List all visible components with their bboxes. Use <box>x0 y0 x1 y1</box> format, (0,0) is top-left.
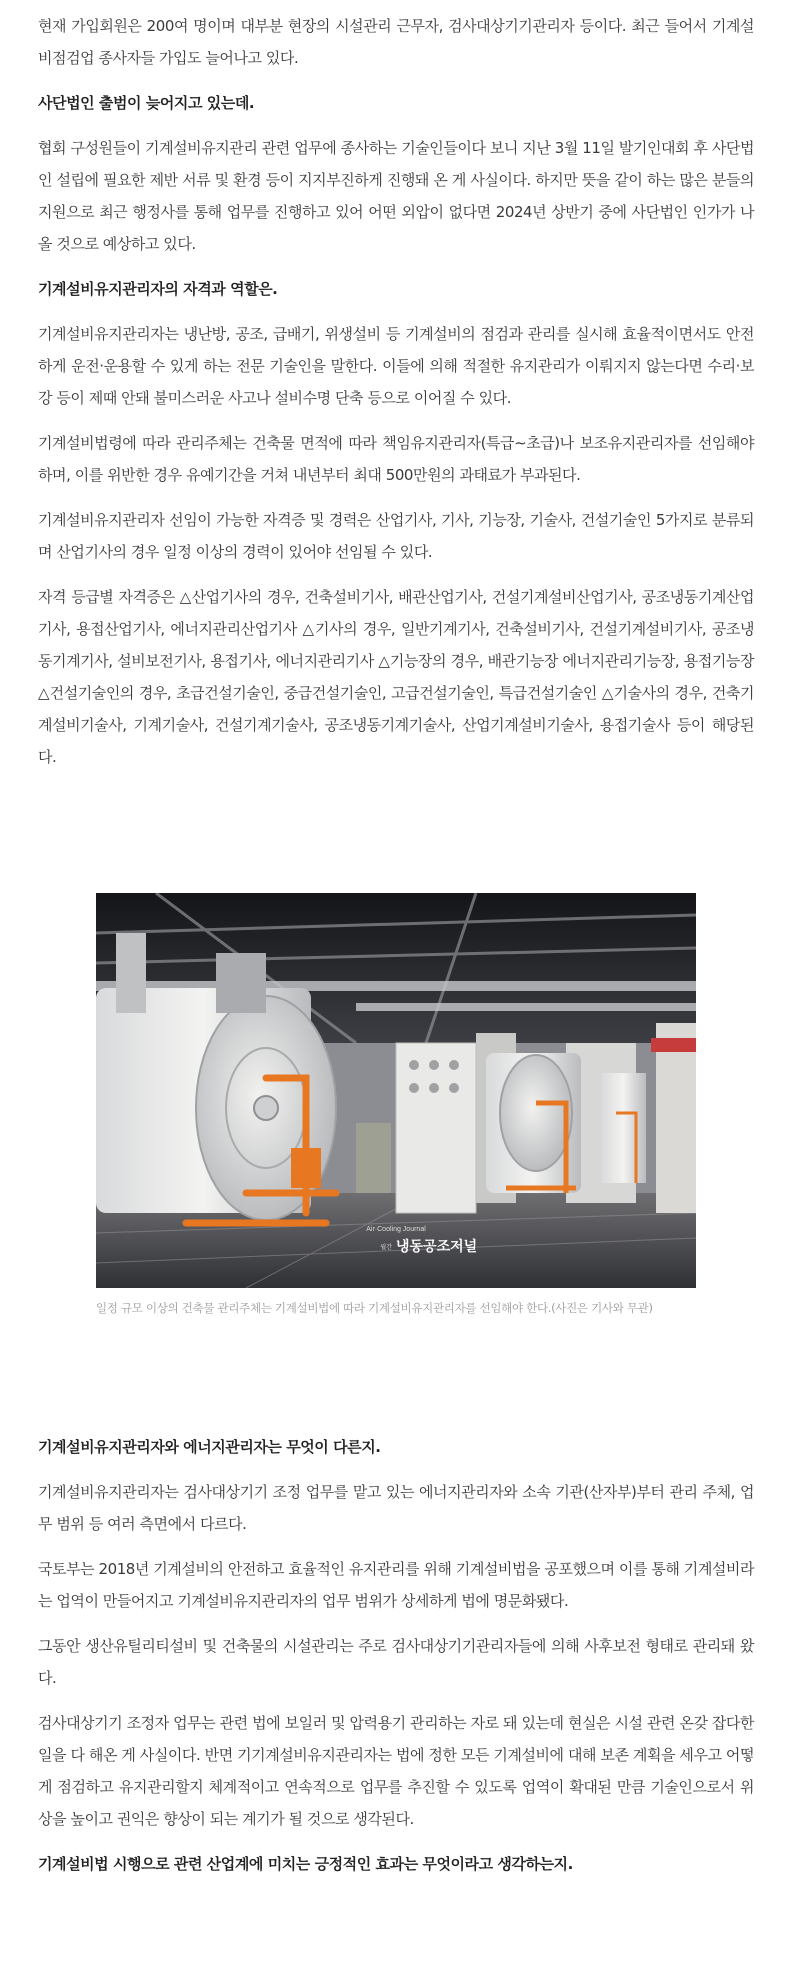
paragraph-role: 기계설비유지관리자는 냉난방, 공조, 급배기, 위생설비 등 기계설비의 점검과 관리를 실시해 효율적이면서도 안전하게 운전·운용할 수 있게 하는 전문 기술인을 말한다. 이들에 의해 적절한 유지관리가 이뤄지지 않는다면 수리·보강 등이 제때 안돼 불미스러운 사고나 설비수명 단축 등으로 이어질 수 있다. <box>38 325 754 407</box>
paragraph-history: 그동안 생산유틸리티설비 및 건축물의 시설관리는 주로 검사대상기기관리자들에 의해 사후보전 형태로 관리돼 왔다. <box>38 1637 754 1687</box>
paragraph-scope: 검사대상기기 조정자 업무는 관련 법에 보일러 및 압력용기 관리하는 자로 돼 있는데 현실은 시설 관련 온갖 잡다한 일을 다 해온 게 사실이다. 반면 기기계설비유지관리자는 법에 정한 모든 기계설비에 대해 보존 계획을 세우고 어떻게 점검하고 유지관리할지 체계적이고 연속적으로 업무를 추진할 수 있도록 업역이 확대된 만큼 기술인으로서 위상을 높이고 권익은 향상이 되는 계기가 될 것으로 생각된다. <box>38 1714 754 1828</box>
article-figure <box>96 893 696 1318</box>
paragraph-certificates: 자격 등급별 자격증은 △산업기사의 경우, 건축설비기사, 배관산업기사, 건설기계설비산업기사, 공조냉동기계산업기사, 용접산업기사, 에너지관리산업기사 △기사의 경우, 일반기계기사, 건축설비기사, 건설기계설비기사, 공조냉동기계기사, 설비보전기사, 용접기사, 에너지관리기사 △기능장의 경우, 배관기능장 에너지관리기능장, 용접기능장 △건설기술인의 경우, 초급건설기술인, 중급건설기술인, 고급건설기술인, 특급건설기술인 △기술사의 경우, 건축기계설비기술사, 기계기술사, 건설기계기술사, 공조냉동기계기술사, 산업기계설비기술사, 용접기술사 등이 해당된다. <box>38 588 754 766</box>
paragraph-membership: 현재 가입회원은 200여 명이며 대부분 현장의 시설관리 근무자, 검사대상기기관리자 등이다. 최근 들어서 기계설비점검업 종사자들 가입도 늘어나고 있다. <box>38 17 754 67</box>
paragraph-ministry: 국토부는 2018년 기계설비의 안전하고 효율적인 유지관리를 위해 기계설비법을 공포했으며 이를 통해 기계설비라는 업역이 만들어지고 기계설비유지관리자의 업무 범위가 상세하게 법에 명문화됐다. <box>38 1560 754 1610</box>
watermark-brand: 냉동공조저널 <box>396 1239 478 1255</box>
question-heading: 기계설비법 시행으로 관련 산업계에 미치는 긍정적인 효과는 무엇이라고 생각하는지. <box>38 1855 573 1873</box>
article-lower <box>38 1431 754 1880</box>
paragraph-difference: 기계설비유지관리자는 검사대상기기 조정 업무를 맡고 있는 에너지관리자와 소속 기관(산자부)부터 관리 주체, 업무 범위 등 여러 측면에서 다르다. <box>38 1483 754 1533</box>
question-heading: 기계설비유지관리자의 자격과 역할은. <box>38 280 278 298</box>
article-upper <box>38 10 754 773</box>
watermark-prefix: 월간 <box>380 1244 392 1251</box>
paragraph-establishment: 협회 구성원들이 기계설비유지관리 관련 업무에 종사하는 기술인들이다 보니 지난 3월 11일 발기인대회 후 사단법인 설립에 필요한 제반 서류 및 환경 등이 지지부진하게 진행돼 온 게 사실이다. 하지만 뜻을 같이 하는 많은 분들의 지원으로 최근 행정사를 통해 업무를 진행하고 있어 어떤 외압이 없다면 2024년 상반기 중에 사단법인 인가가 나올 것으로 예상하고 있다. <box>38 139 754 253</box>
boiler-room-photo <box>96 893 696 1288</box>
paragraph-qualification: 기계설비유지관리자 선임이 가능한 자격증 및 경력은 산업기사, 기사, 기능장, 기술사, 건설기술인 5가지로 분류되며 산업기사의 경우 일정 이상의 경력이 있어야 선임될 수 있다. <box>38 511 754 561</box>
watermark-small: Air·Cooling Journal <box>366 1226 426 1233</box>
question-heading: 기계설비유지관리자와 에너지관리자는 무엇이 다른지. <box>38 1438 381 1456</box>
question-heading: 사단법인 출범이 늦어지고 있는데. <box>38 94 255 112</box>
paragraph-law: 기계설비법령에 따라 관리주체는 건축물 면적에 따라 책임유지관리자(특급∼초급)나 보조유지관리자를 선임해야 하며, 이를 위반한 경우 유예기간을 거쳐 내년부터 최대 500만원의 과태료가 부과된다. <box>38 434 754 484</box>
figure-caption: 일정 규모 이상의 건축물 관리주체는 기계설비법에 따라 기계설비유지관리자를 선임해야 한다.(사진은 기사와 무관) <box>96 1301 653 1315</box>
